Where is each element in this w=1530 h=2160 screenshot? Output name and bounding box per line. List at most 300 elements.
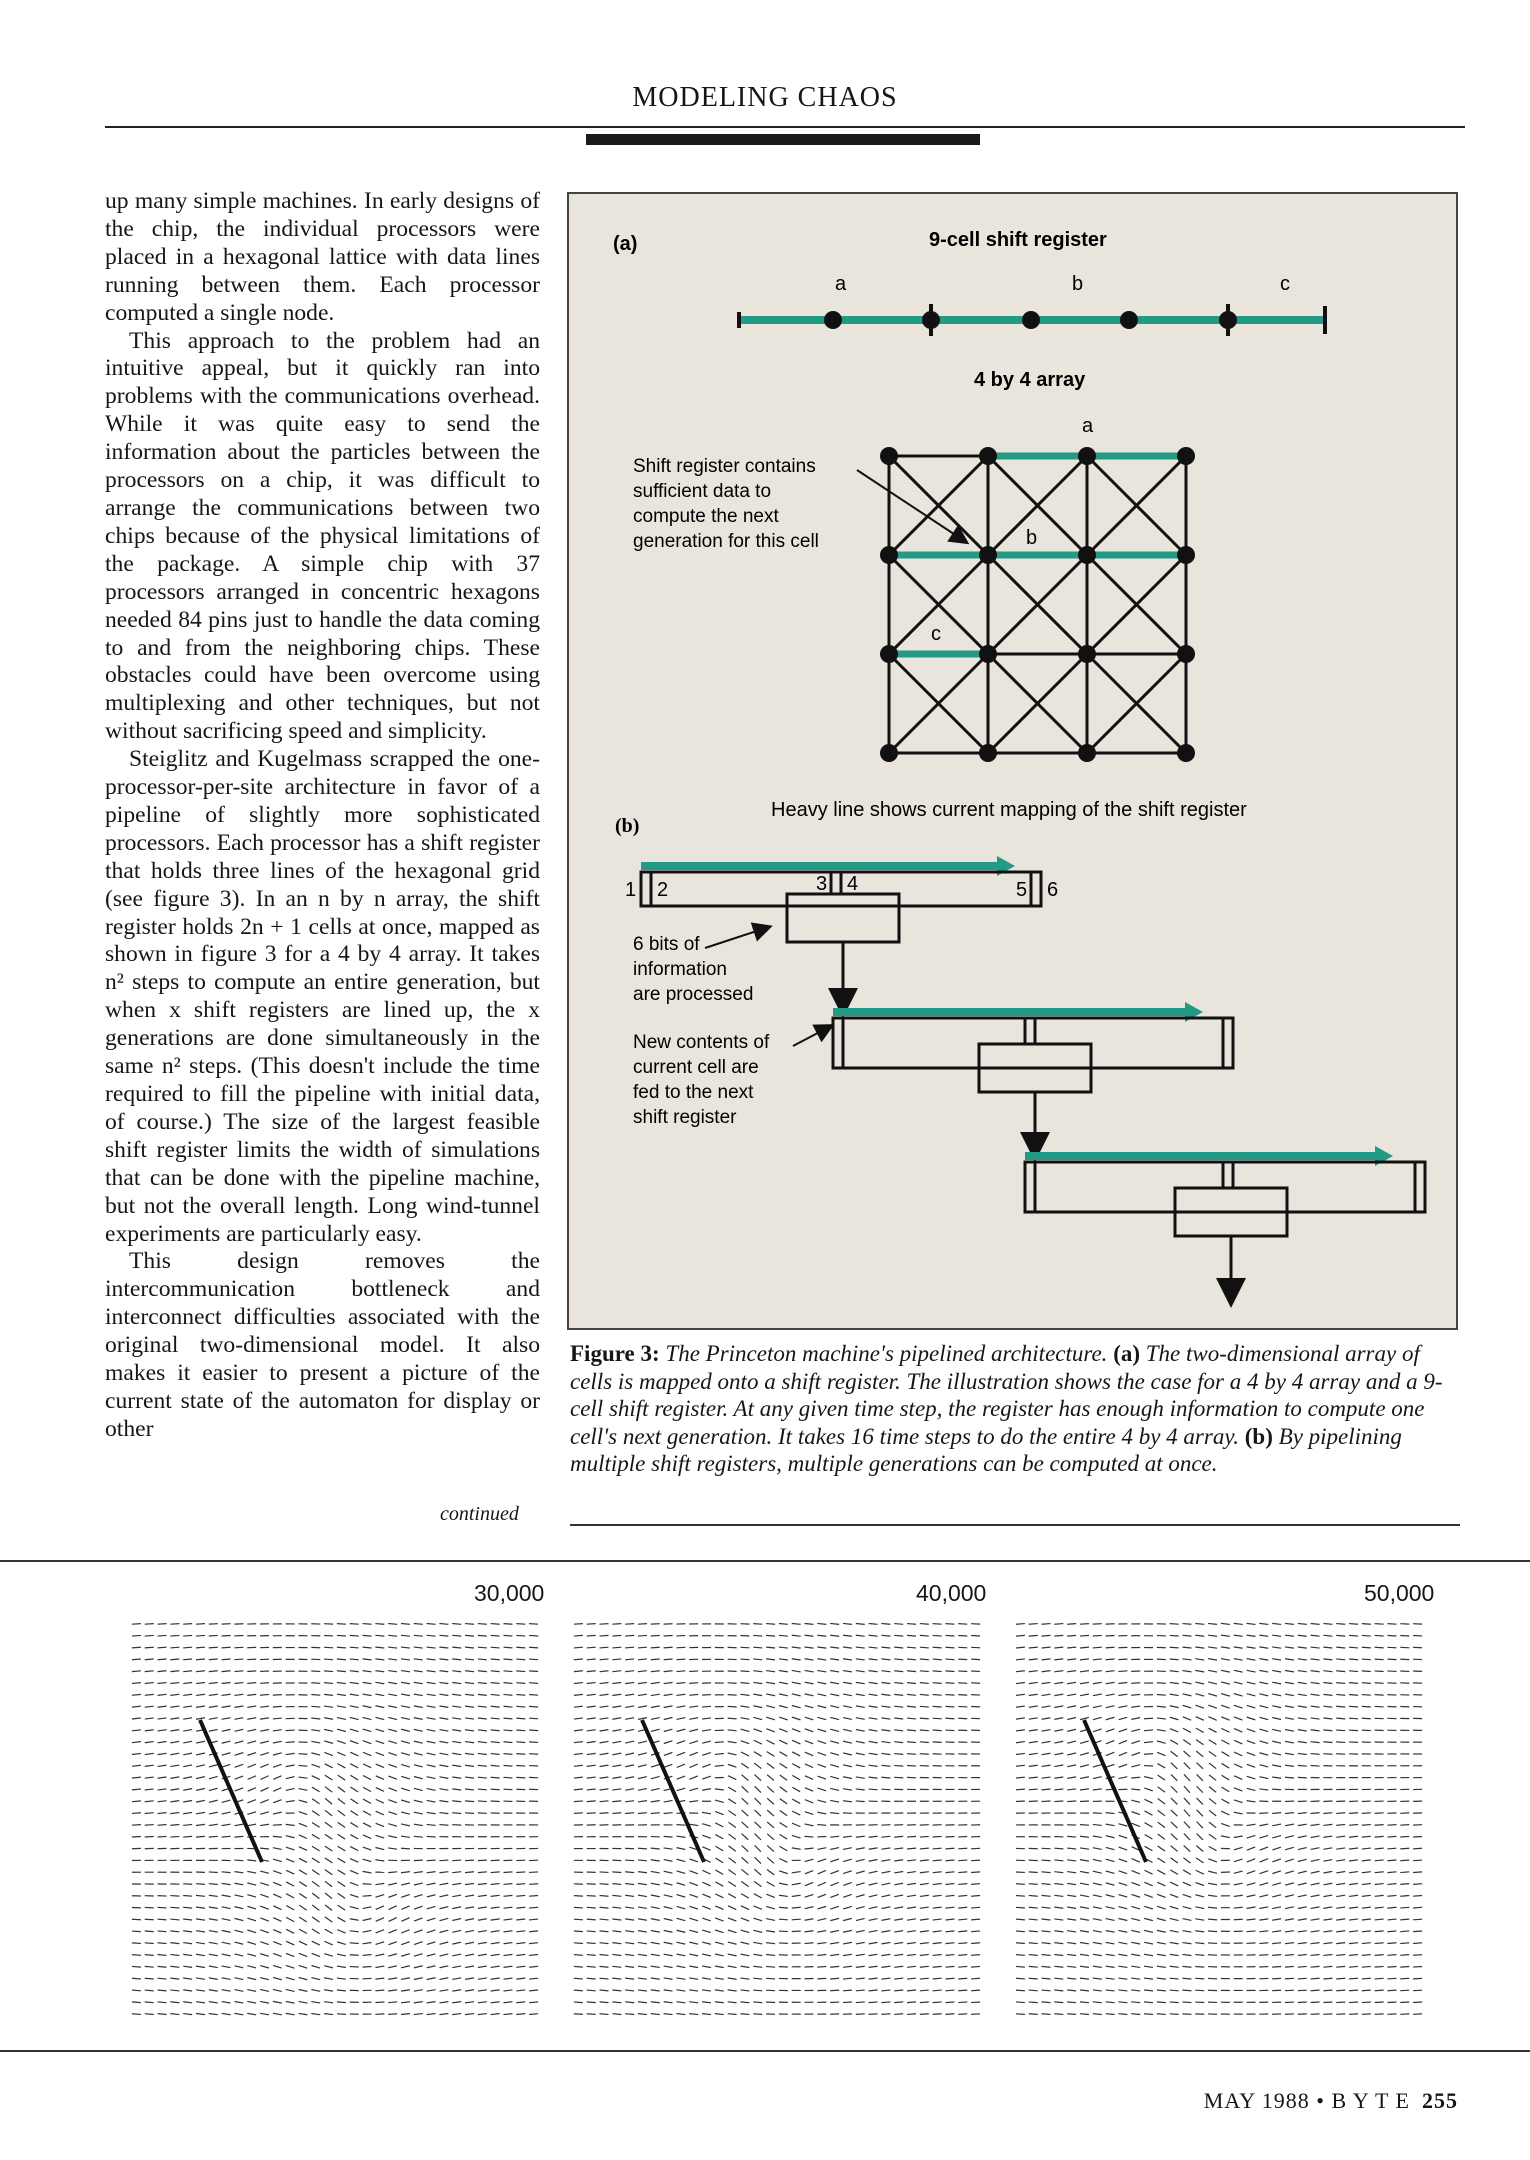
flow-vector (1208, 1871, 1217, 1873)
flow-vector (1080, 2002, 1089, 2003)
flow-vector (574, 1718, 583, 1719)
flow-vector (1413, 1943, 1422, 1944)
flow-vector (587, 1966, 596, 1967)
flow-vector (1067, 1706, 1076, 1708)
flow-vector (1080, 1753, 1089, 1755)
flow-vector (715, 1954, 724, 1956)
flow-vector (664, 1800, 673, 1802)
flow-vector (312, 1799, 319, 1804)
flow-vector (376, 1752, 384, 1755)
flow-vector (638, 1647, 647, 1648)
flow-vector (529, 1624, 538, 1625)
flow-vector (1272, 1706, 1281, 1708)
flow-vector (1285, 1623, 1294, 1624)
flow-vector (1080, 1883, 1089, 1885)
flow-vector (702, 1789, 711, 1791)
flow-vector (1272, 1919, 1281, 1920)
flow-vector (690, 1871, 698, 1874)
flow-vector (856, 1990, 865, 1991)
flow-vector (196, 1919, 205, 1920)
flow-vector (1298, 1671, 1307, 1672)
flow-vector (465, 1930, 474, 1932)
flow-vector (625, 1659, 634, 1660)
flow-vector (158, 1635, 167, 1636)
flow-vector (690, 1776, 698, 1779)
flow-vector (1067, 1671, 1076, 1672)
flow-vector (625, 1966, 634, 1967)
flow-vector (1157, 1695, 1166, 1696)
flow-vector (664, 1718, 673, 1720)
flow-vector (715, 1870, 723, 1875)
flow-vector (516, 1872, 525, 1873)
flow-vector (375, 1659, 384, 1660)
flow-vector (779, 1635, 788, 1636)
flow-vector (311, 1718, 320, 1719)
flow-vector (1067, 1729, 1076, 1731)
flow-vector (440, 1930, 449, 1932)
flow-vector (1209, 1775, 1216, 1781)
flow-vector (234, 1706, 243, 1707)
flow-vector (971, 1943, 980, 1944)
flow-vector (638, 1990, 647, 1991)
flow-vector (1196, 1705, 1204, 1708)
flow-vector (843, 1990, 852, 1991)
flow-vector (1375, 1872, 1384, 1873)
flow-vector (740, 1671, 749, 1672)
flow-vector (1285, 1741, 1294, 1743)
flow-vector (401, 1824, 410, 1826)
flow-vector (1016, 1966, 1025, 1967)
flow-vector (145, 1742, 154, 1743)
flow-vector (401, 1800, 410, 1803)
flow-vector (363, 1752, 371, 1755)
flow-vector (1093, 1859, 1102, 1861)
flow-vector (260, 1741, 269, 1743)
flow-vector (478, 1683, 487, 1684)
flow-vector (856, 1895, 865, 1897)
flow-vector (1054, 1895, 1063, 1896)
flow-vector (503, 1635, 512, 1636)
flow-vector (388, 1753, 397, 1756)
flow-vector (414, 1954, 423, 1956)
flow-vector (677, 1848, 686, 1850)
flow-vector (715, 1942, 724, 1944)
flow-vector (273, 1836, 282, 1837)
flow-vector (729, 1834, 736, 1839)
flow-vector (753, 1717, 762, 1719)
flow-vector (350, 1624, 359, 1625)
flow-vector (817, 1694, 826, 1696)
flow-vector (478, 2002, 487, 2003)
flow-vector (1080, 1777, 1089, 1779)
flow-vector (805, 1694, 814, 1696)
flow-vector (1157, 1930, 1166, 1932)
flow-vector (881, 1753, 890, 1754)
flow-vector (830, 1765, 839, 1767)
flow-vector (350, 1775, 358, 1780)
flow-vector (158, 1765, 167, 1766)
flow-vector (869, 1741, 878, 1742)
flow-vector (869, 1777, 878, 1778)
flow-vector (600, 1990, 609, 1991)
flow-vector (1272, 1836, 1281, 1838)
flow-vector (1016, 1896, 1025, 1897)
flow-vector (1118, 1659, 1127, 1660)
flow-vector (1182, 1624, 1191, 1625)
flow-vector (958, 1683, 967, 1684)
flow-vector (702, 2002, 711, 2003)
flow-vector (1016, 1730, 1025, 1731)
flow-vector (491, 1635, 500, 1636)
flow-vector (817, 1918, 826, 1920)
flow-vector (907, 1966, 916, 1967)
flow-vector (792, 1823, 800, 1826)
flow-vector (286, 1929, 294, 1933)
flow-vector (894, 1836, 903, 1837)
flow-vector (273, 2013, 282, 2014)
flow-vector (869, 1635, 878, 1636)
flow-vector (1247, 1752, 1255, 1755)
flow-vector (805, 1741, 813, 1744)
flow-vector (1311, 1730, 1320, 1731)
flow-vector (183, 1990, 192, 1991)
flow-vector (1247, 1919, 1256, 1920)
flow-panel-40000 (572, 1580, 987, 2020)
flow-vector (414, 1978, 423, 1980)
flow-vector (1259, 1813, 1268, 1814)
flow-vector (945, 2014, 954, 2015)
flow-vector (363, 1694, 372, 1696)
flow-vector (350, 1647, 359, 1648)
flow-vector (971, 1895, 980, 1896)
flow-vector (1067, 1624, 1076, 1625)
flow-vector (1336, 1635, 1345, 1636)
flow-vector (574, 1742, 583, 1743)
flow-vector (427, 1836, 436, 1837)
flow-vector (222, 1647, 231, 1648)
flow-vector (689, 1741, 698, 1744)
flow-vector (881, 1718, 890, 1719)
flow-vector (222, 1978, 231, 1980)
flow-vector (702, 1776, 711, 1779)
flow-vector (741, 1729, 750, 1731)
flow-vector (1080, 1836, 1089, 1837)
flow-vector (286, 1917, 294, 1921)
flow-vector (818, 1882, 826, 1886)
flow-vector (1362, 1860, 1371, 1861)
note-contents-line-3: fed to the next (633, 1082, 754, 1103)
flow-vector (920, 1990, 929, 1991)
note-bits-line-2: information (633, 959, 727, 980)
flow-vector (1067, 1753, 1076, 1755)
flow-vector (1349, 1883, 1358, 1884)
flow-vector (1349, 1860, 1358, 1861)
flow-vector (894, 1848, 903, 1849)
flow-vector (1093, 1647, 1102, 1648)
flow-vector (145, 1943, 154, 1944)
flow-vector (1182, 1954, 1191, 1955)
flow-vector (248, 1764, 256, 1767)
flow-vector (612, 1943, 621, 1944)
flow-vector (222, 1954, 231, 1956)
flow-vector (907, 2002, 916, 2003)
flow-vector (338, 1882, 346, 1887)
flow-vector (273, 1718, 282, 1719)
flow-vector (1054, 1883, 1063, 1884)
flow-vector (830, 1706, 839, 1708)
flow-vector (638, 1919, 647, 1920)
flow-vector (1119, 1859, 1127, 1862)
flow-vector (869, 1694, 878, 1695)
flow-vector (465, 1872, 474, 1873)
flow-vector (702, 1764, 710, 1767)
flow-vector (1042, 1943, 1051, 1944)
flow-vector (1234, 1776, 1242, 1780)
flow-vector (439, 1860, 448, 1861)
flow-vector (574, 1990, 583, 1991)
flow-panel-30000 (130, 1580, 545, 2020)
flow-vector (338, 1834, 346, 1839)
flow-vector (427, 1872, 436, 1873)
flow-vector (170, 1718, 179, 1719)
flow-vector (638, 1895, 647, 1896)
flow-vector (971, 1990, 980, 1991)
flow-vector (677, 1764, 685, 1767)
flow-vector (715, 1918, 723, 1921)
flow-vector (676, 1659, 685, 1660)
flow-vector (1336, 1824, 1345, 1825)
flow-vector (881, 2002, 890, 2003)
flow-vector (1054, 1990, 1063, 1991)
flow-vector (1400, 1978, 1409, 1979)
flow-vector (1413, 1836, 1422, 1837)
flow-vector (755, 1834, 761, 1840)
flow-vector (427, 1812, 436, 1813)
flow-vector (817, 1635, 826, 1636)
flow-vector (881, 1635, 890, 1636)
flow-vector (690, 1764, 698, 1768)
flow-vector (1170, 1954, 1179, 1955)
flow-vector (1247, 1764, 1255, 1767)
flow-vector (158, 1683, 167, 1684)
grid-node (880, 447, 898, 465)
flow-vector (1362, 1659, 1371, 1660)
flow-vector (779, 1729, 787, 1732)
flow-vector (1144, 1799, 1152, 1803)
flow-vector (401, 1906, 409, 1909)
flow-vector (651, 1883, 660, 1885)
flow-vector (881, 1671, 890, 1672)
flow-vector (1336, 1966, 1345, 1967)
flow-vector (1323, 1871, 1332, 1873)
flow-vector (907, 1635, 916, 1636)
flow-vector (1145, 1811, 1153, 1815)
flow-vector (196, 1635, 205, 1636)
flow-vector (299, 1870, 307, 1875)
flow-vector (843, 1966, 852, 1967)
flow-vector (1375, 1671, 1384, 1672)
flow-vector (754, 1763, 761, 1769)
flow-vector (740, 1659, 749, 1660)
flow-vector (881, 1682, 890, 1683)
flow-vector (1183, 1931, 1192, 1932)
flow-vector (1323, 1706, 1332, 1707)
flow-vector (1157, 1954, 1166, 1955)
flow-vector (1272, 1847, 1281, 1850)
flow-vector (388, 2002, 397, 2003)
flow-vector (805, 1752, 813, 1755)
flow-vector (196, 1931, 205, 1932)
flow-vector (676, 1825, 685, 1826)
flow-vector (299, 1789, 308, 1791)
flow-vector (907, 1860, 916, 1861)
flow-vector (818, 1729, 827, 1732)
flow-vector (1221, 1682, 1230, 1684)
flow-vector (248, 1788, 256, 1792)
flow-vector (600, 1730, 609, 1731)
flow-vector (702, 1741, 711, 1743)
flow-vector (1195, 1635, 1204, 1636)
flow-vector (689, 1824, 698, 1825)
flow-vector (439, 1777, 448, 1779)
flow-vector (664, 1671, 673, 1672)
flow-vector (1362, 1895, 1371, 1896)
flow-vector (843, 1978, 852, 1979)
flow-vector (1298, 1730, 1307, 1731)
flow-vector (375, 1624, 384, 1625)
flow-vector (1170, 1647, 1179, 1648)
flow-vector (388, 1824, 397, 1827)
flow-vector (452, 2002, 461, 2003)
flow-vector (780, 1834, 788, 1839)
flow-vector (1093, 1765, 1102, 1768)
flow-vector (625, 1813, 634, 1814)
flow-vector (779, 1846, 787, 1850)
flow-vector (753, 1930, 762, 1932)
flow-vector (427, 1624, 436, 1625)
flow-vector (920, 1872, 929, 1873)
flow-vector (158, 1919, 167, 1920)
flow-vector (1323, 1966, 1332, 1967)
flow-vector (1016, 1694, 1025, 1695)
flow-vector (1054, 1694, 1063, 1695)
flow-vector (1259, 1706, 1268, 1708)
flow-vector (755, 1857, 761, 1863)
flow-vector (702, 1930, 711, 1933)
flow-vector (1197, 1774, 1203, 1780)
flow-vector (856, 1930, 865, 1932)
page-footer (1204, 2088, 1458, 2114)
cell-2: 2 (657, 879, 669, 901)
flow-vector (625, 1895, 634, 1896)
flow-vector (945, 1955, 954, 1956)
flow-vector (324, 1729, 333, 1731)
flow-vector (1285, 1859, 1294, 1862)
flow-vector (350, 1706, 359, 1708)
flow-vector (587, 1884, 596, 1885)
flow-vector (363, 1907, 372, 1909)
flow-vector (465, 1942, 474, 1944)
flow-vector (843, 1718, 852, 1720)
flow-vector (401, 1812, 410, 1814)
flow-vector (766, 1931, 775, 1932)
flow-vector (452, 1741, 461, 1742)
flow-vector (907, 1706, 916, 1707)
flow-vector (1285, 1871, 1294, 1874)
flow-vector (1067, 1801, 1076, 1802)
flow-vector (638, 1931, 647, 1932)
flow-vector (401, 1718, 410, 1720)
flow-vector (587, 1978, 596, 1979)
flow-vector (830, 1741, 839, 1743)
flow-vector (958, 1659, 967, 1660)
flow-vector (625, 1753, 634, 1755)
flow-vector (209, 1671, 218, 1672)
flow-vector (1285, 1895, 1294, 1897)
flow-vector (273, 1741, 282, 1743)
flow-vector (1067, 1647, 1076, 1648)
flow-vector (728, 1930, 737, 1933)
flow-vector (971, 1884, 980, 1885)
flow-vector (478, 2014, 487, 2015)
flow-vector (792, 1670, 801, 1671)
flow-vector (651, 1776, 660, 1778)
flow-vector (1208, 1883, 1217, 1885)
flow-vector (324, 1694, 333, 1695)
flow-vector (209, 2002, 218, 2003)
flow-vector (958, 1931, 967, 1932)
flow-vector (196, 1907, 205, 1908)
flow-vector (1093, 1659, 1102, 1660)
flow-vector (529, 1695, 538, 1696)
flow-vector (311, 2014, 320, 2015)
flow-vector (945, 1919, 954, 1920)
flow-vector (817, 1659, 826, 1660)
flow-vector (1195, 1966, 1204, 1967)
flow-vector (1285, 1682, 1294, 1683)
flow-vector (338, 1798, 345, 1804)
flow-vector (491, 1990, 500, 1991)
flow-vector (1131, 1882, 1139, 1885)
flow-vector (145, 1931, 154, 1932)
flow-vector (1016, 2002, 1025, 2003)
flow-vector (324, 2014, 333, 2015)
flow-vector (1208, 1623, 1217, 1624)
flow-vector (587, 2014, 596, 2015)
flow-vector (894, 1931, 903, 1932)
flow-vector (376, 1942, 385, 1945)
flow-vector (312, 1881, 319, 1886)
flow-vector (1362, 1813, 1371, 1814)
flow-vector (933, 1990, 942, 1991)
flow-vector (958, 1966, 967, 1967)
caption-b-marker: (b) (1244, 1423, 1273, 1449)
flow-vector (856, 1954, 865, 1955)
flow-vector (1054, 1919, 1063, 1920)
flow-vector (1272, 1931, 1281, 1932)
mark-a: a (835, 273, 847, 295)
flow-vector (1272, 1635, 1281, 1636)
flow-vector (1323, 1895, 1332, 1897)
flow-vector (1131, 1812, 1140, 1815)
flow-vector (503, 1671, 512, 1672)
flow-vector (1362, 1647, 1371, 1648)
flow-vector (933, 1978, 942, 1979)
flow-vector (247, 2001, 256, 2003)
flow-vector (1197, 1834, 1203, 1840)
flow-vector (516, 1990, 525, 1991)
flow-vector (491, 1730, 500, 1731)
